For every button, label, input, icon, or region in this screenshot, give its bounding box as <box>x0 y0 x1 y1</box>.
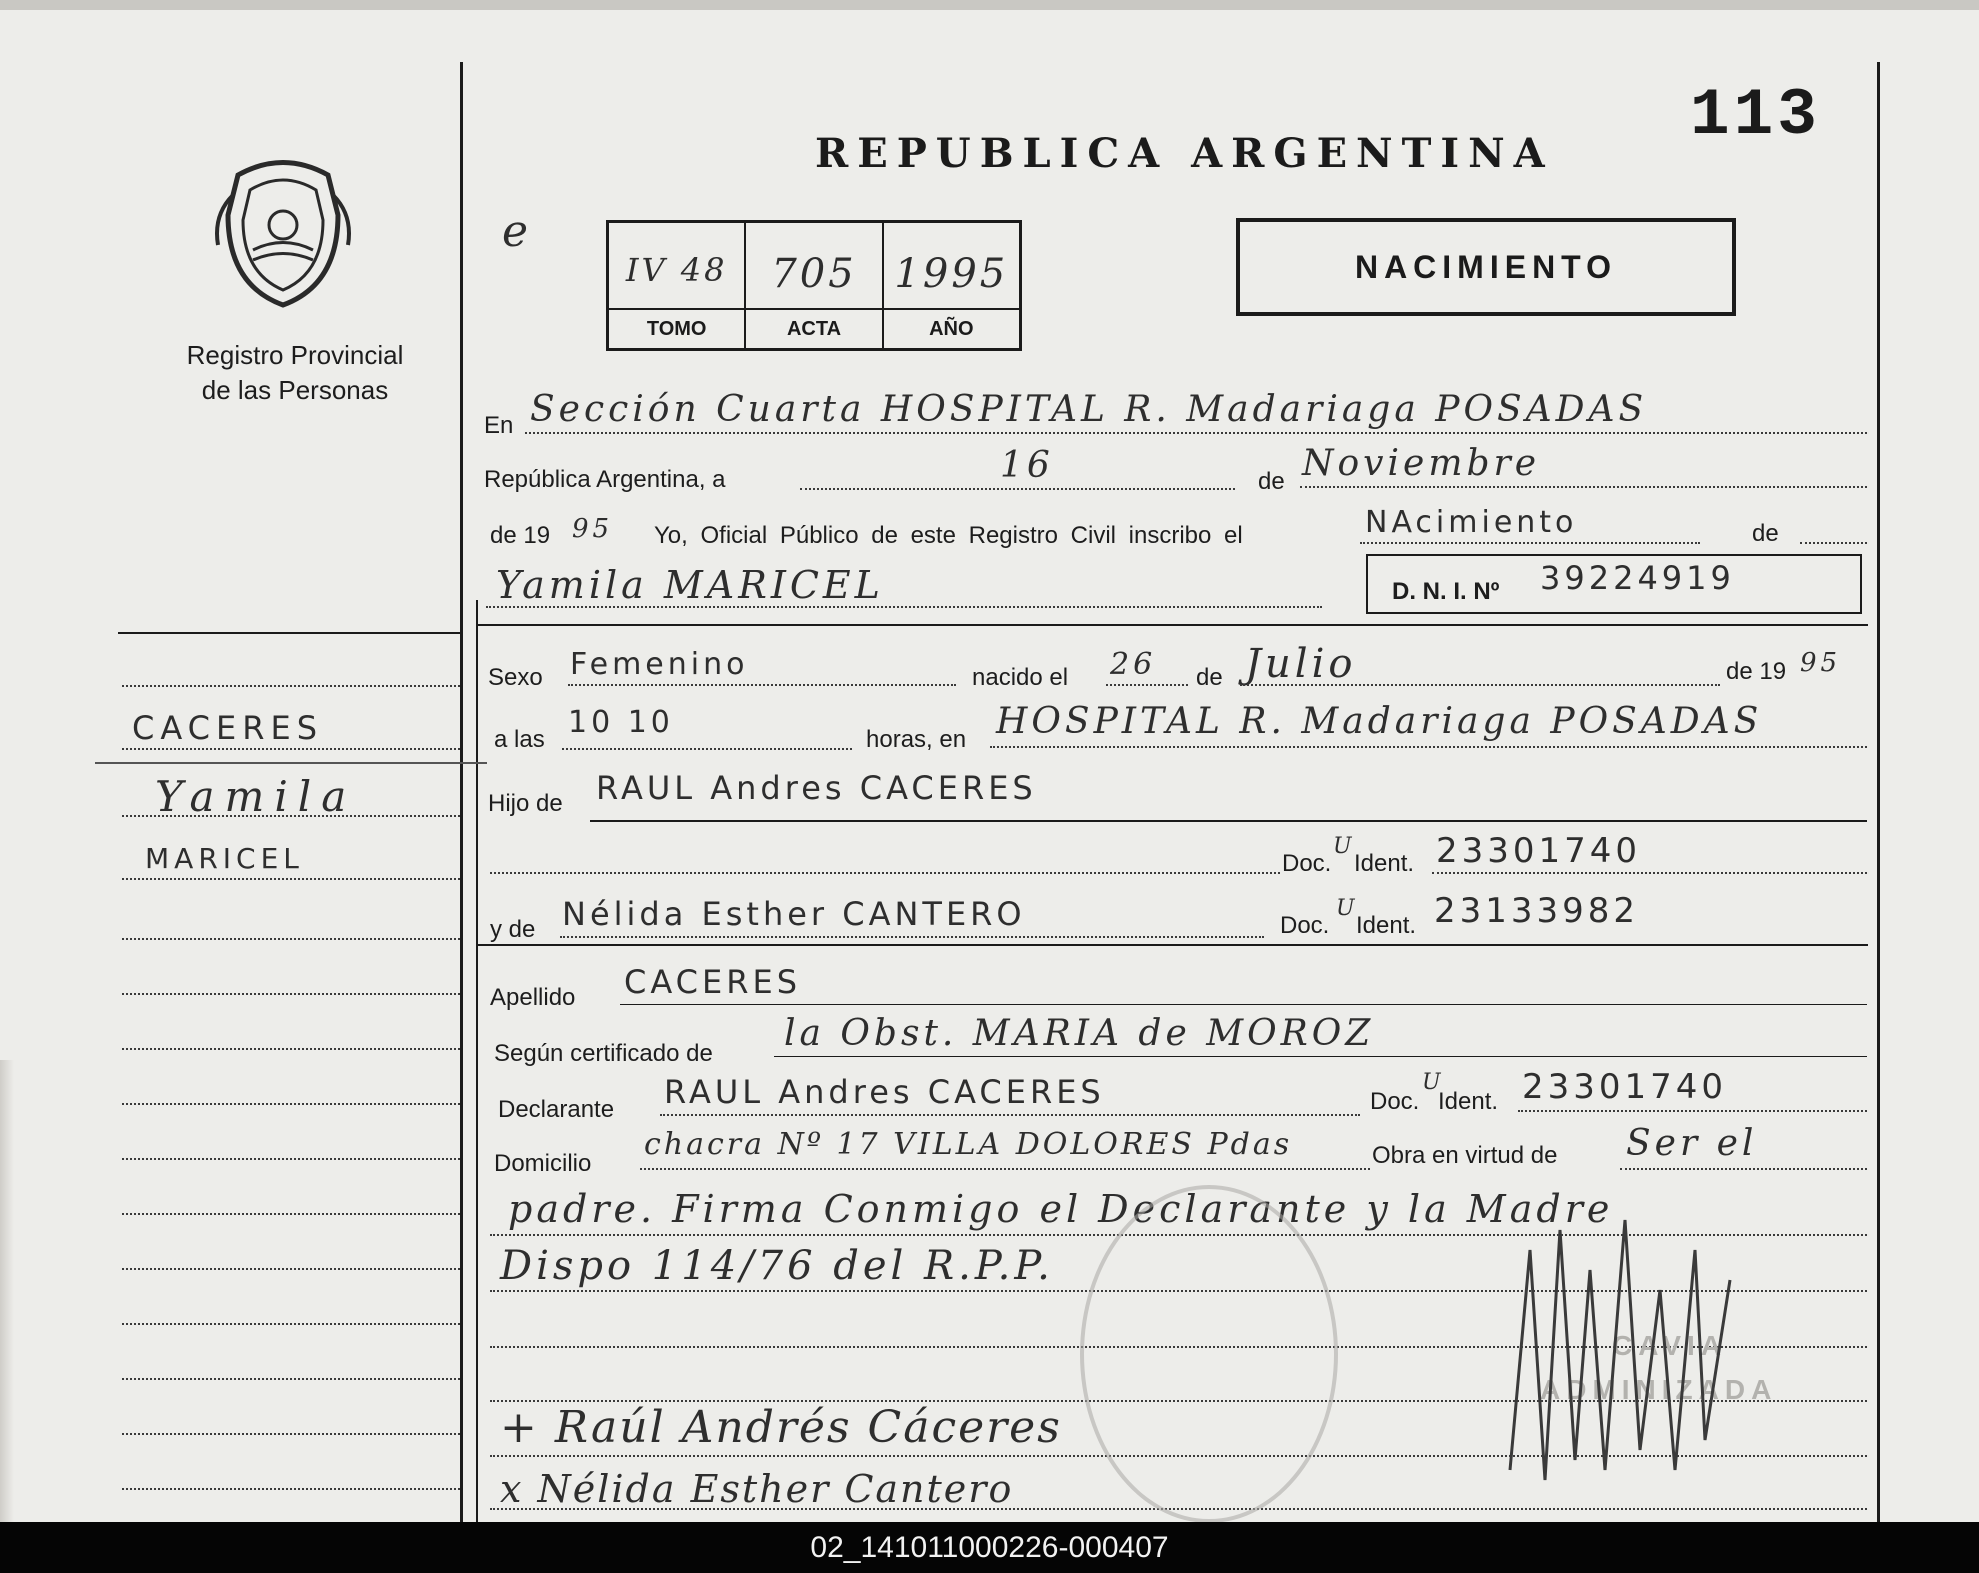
de-label: de <box>1258 468 1285 495</box>
margin-line <box>122 938 460 940</box>
official-stamp <box>1080 1185 1338 1523</box>
dni-label: D. N. I. Nº <box>1392 578 1500 605</box>
obra-line <box>1620 1168 1867 1170</box>
doc-label-2: Doc. <box>1280 912 1330 939</box>
page-top-edge <box>0 0 1979 10</box>
obra-value: Ser el <box>1626 1123 1758 1164</box>
father-doc-type: U <box>1333 834 1356 859</box>
scan-footer: 02_141011000226-000407 <box>0 1522 1979 1573</box>
margin-top-rule <box>118 632 460 634</box>
segun-label: Según certificado de <box>494 1040 713 1067</box>
mother-doc-type: U <box>1336 896 1359 921</box>
father-rule <box>590 820 1867 822</box>
official-signature-icon <box>1490 1190 1750 1490</box>
margin-surname: CACERES <box>132 709 323 747</box>
doc-label-1: Doc. <box>1282 850 1332 877</box>
declarante-value: RAUL Andres CACERES <box>664 1073 1105 1111</box>
apellido-value: CACERES <box>624 963 801 1001</box>
margin-line <box>122 1103 460 1105</box>
republica-label: República Argentina, a <box>484 466 726 493</box>
ident-label-3: Ident. <box>1438 1088 1499 1115</box>
birth-month-line <box>1240 684 1720 686</box>
acta-cell <box>746 223 883 348</box>
name-line <box>486 606 1322 608</box>
de19-label-2: de 19 <box>1726 658 1787 685</box>
place-line <box>990 746 1867 748</box>
tomo-value: IV 48 <box>625 251 728 289</box>
observation-line-1: padre. Firma Conmigo el Declarante y la Madre <box>508 1187 1614 1231</box>
ident-label-1: Ident. <box>1354 850 1415 877</box>
inscribo-value: NAcimiento <box>1365 505 1578 540</box>
birth-year-suffix: 95 <box>1800 648 1842 678</box>
dni-value: 39224919 <box>1540 559 1735 597</box>
page-number: 113 <box>1690 78 1821 153</box>
hour-line <box>562 748 852 750</box>
margin-line <box>122 1268 460 1270</box>
alas-label: a las <box>494 726 545 753</box>
name-value: Yamila MARICEL <box>496 563 884 607</box>
ident-label-2: Ident. <box>1356 912 1417 939</box>
page-title: REPUBLICA ARGENTINA <box>815 130 1554 177</box>
stamp-text-2: ADMINIZADA <box>1540 1374 1778 1405</box>
declarante-line <box>660 1114 1360 1116</box>
record-reference-box <box>606 220 1022 351</box>
de-label-3: de <box>1196 664 1223 691</box>
declarante-label: Declarante <box>498 1096 615 1123</box>
hour-value: 10 10 <box>568 705 674 740</box>
de-label-2: de <box>1752 520 1779 547</box>
de19-label: de 19 <box>490 522 551 549</box>
misiones-seal-icon <box>208 155 358 310</box>
obra-label: Obra en virtud de <box>1372 1142 1558 1169</box>
act-type-box: NACIMIENTO <box>1236 218 1736 316</box>
mother-value: Nélida Esther CANTERO <box>562 895 1026 933</box>
year-suffix-value: 95 <box>572 514 614 544</box>
note-mark: e <box>502 206 533 257</box>
registry-line-2: de las Personas <box>201 375 389 406</box>
apellido-label: Apellido <box>490 984 576 1011</box>
declarante-doc-type: U <box>1422 1070 1445 1095</box>
doc-label-3: Doc. <box>1370 1088 1420 1115</box>
section-rule-2 <box>478 944 1868 946</box>
main-border-left-inner <box>476 600 478 1522</box>
ano-label: AÑO <box>884 308 1019 348</box>
domicilio-line <box>640 1168 1370 1170</box>
margin-given-name-1: Yamila <box>155 772 357 821</box>
section-rule-1 <box>478 624 1868 626</box>
de-line-2 <box>1800 542 1867 544</box>
margin-line <box>122 1433 460 1435</box>
inscribo-line <box>1360 542 1700 544</box>
yde-label: y de <box>490 916 536 943</box>
margin-given-name-2: MARICEL <box>145 842 304 875</box>
nacido-label: nacido el <box>972 664 1069 691</box>
month-value: Noviembre <box>1302 443 1541 484</box>
tomo-label: TOMO <box>609 308 744 348</box>
birth-day-value: 26 <box>1110 647 1157 682</box>
ano-value: 1995 <box>894 251 1009 297</box>
margin-line <box>122 815 460 817</box>
ano-cell <box>884 223 1019 348</box>
margin-line <box>122 1323 460 1325</box>
day-value: 16 <box>1000 445 1054 486</box>
domicilio-value: chacra Nº 17 VILLA DOLORES Pdas <box>644 1127 1293 1162</box>
signature-1: + Raúl Andrés Cáceres <box>500 1402 1062 1453</box>
apellido-rule <box>620 1004 1867 1005</box>
horas-label: horas, en <box>866 726 967 753</box>
father-doc-value: 23301740 <box>1436 831 1642 871</box>
father-doc-line-left <box>490 872 1280 874</box>
birth-day-line <box>1106 684 1188 686</box>
segun-rule <box>774 1056 1867 1057</box>
margin-line <box>122 1048 460 1050</box>
father-value: RAUL Andres CACERES <box>596 769 1037 807</box>
hijo-label: Hijo de <box>488 790 563 817</box>
margin-line <box>122 878 460 880</box>
observation-line-2: Dispo 114/76 del R.P.P. <box>500 1243 1054 1289</box>
oficial-text: Yo, Oficial Público de este Registro Civil inscribo el <box>654 522 1243 549</box>
domicilio-label: Domicilio <box>494 1150 592 1177</box>
en-label: En <box>484 412 514 439</box>
segun-value: la Obst. MARIA de MOROZ <box>784 1013 1375 1054</box>
margin-line <box>122 1488 460 1490</box>
margin-line <box>122 748 460 750</box>
margin-line <box>122 685 460 687</box>
father-doc-line <box>1432 872 1867 874</box>
acta-label: ACTA <box>746 308 881 348</box>
birth-month-value: Julio <box>1245 641 1357 687</box>
declarante-doc-line <box>1518 1110 1867 1112</box>
declarante-doc-value: 23301740 <box>1522 1067 1728 1107</box>
main-border-left <box>460 62 463 1522</box>
main-border-right <box>1877 62 1880 1522</box>
margin-surname-strike <box>95 762 487 764</box>
en-line <box>525 432 1867 434</box>
registry-line-1: Registro Provincial <box>186 340 404 370</box>
mother-line <box>560 936 1264 938</box>
sexo-label: Sexo <box>488 664 543 691</box>
sexo-value: Femenino <box>570 647 749 682</box>
margin-line <box>122 1213 460 1215</box>
mother-doc-value: 23133982 <box>1434 891 1640 931</box>
sexo-line <box>568 684 956 686</box>
margin-line <box>122 993 460 995</box>
stamp-text-1: CAVIA <box>1612 1330 1728 1361</box>
page-fold-shadow <box>0 1060 14 1522</box>
acta-value: 705 <box>771 251 857 297</box>
day-line <box>800 488 1235 490</box>
en-value: Sección Cuarta HOSPITAL R. Madariaga POSADAS <box>530 389 1648 430</box>
tomo-cell <box>609 223 746 348</box>
signature-2: x Nélida Esther Cantero <box>500 1467 1014 1511</box>
month-line <box>1300 486 1867 488</box>
registry-name <box>140 338 450 408</box>
margin-line <box>122 1158 460 1160</box>
place-value: HOSPITAL R. Madariaga POSADAS <box>996 701 1763 742</box>
margin-line <box>122 1378 460 1380</box>
